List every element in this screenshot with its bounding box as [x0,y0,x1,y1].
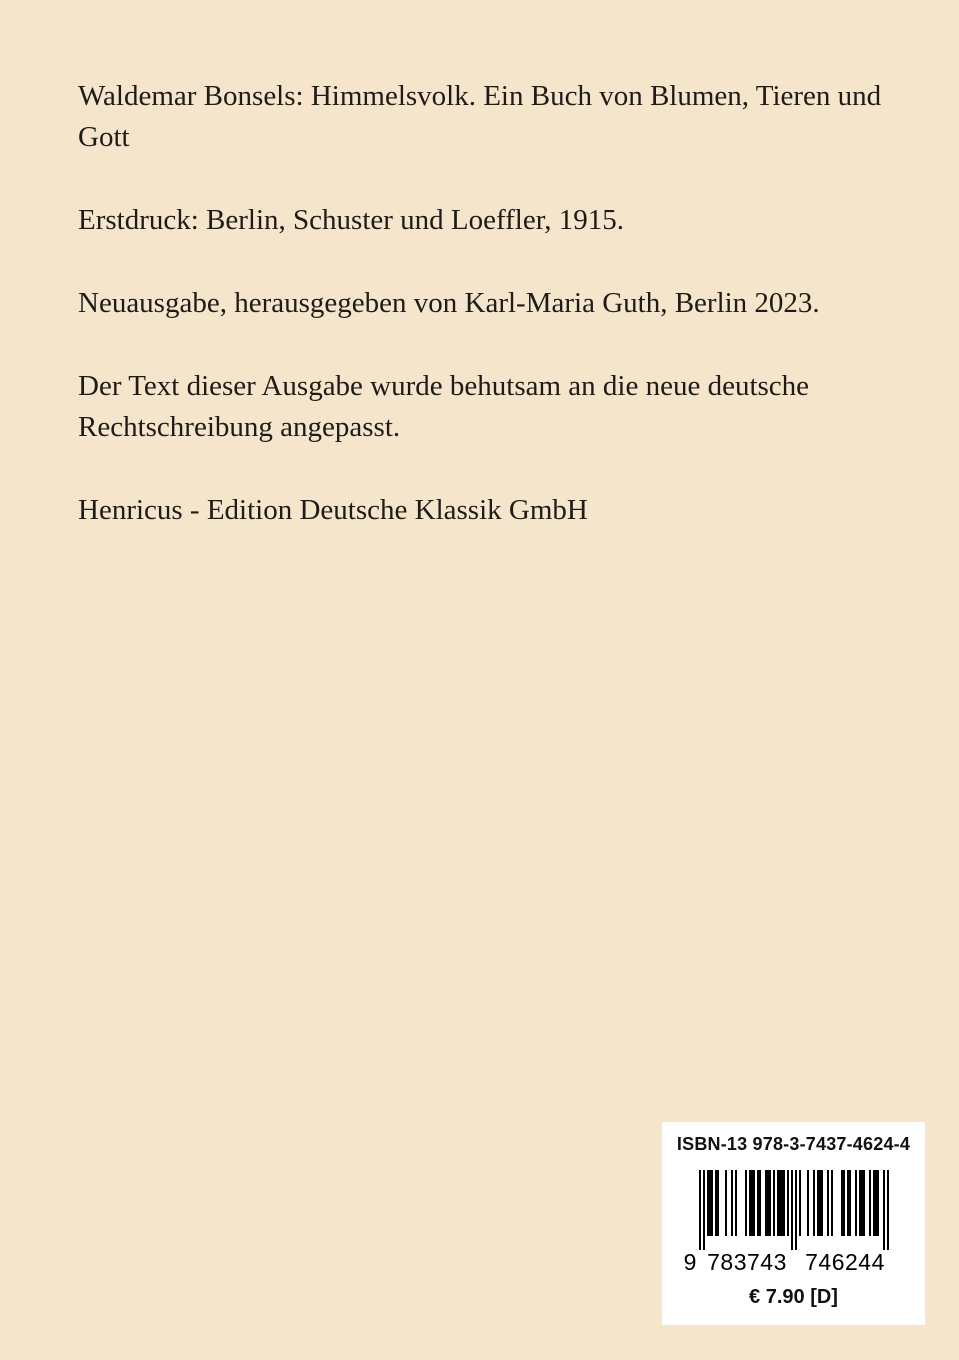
barcode-bar [765,1170,767,1236]
barcode-bar [731,1170,733,1236]
barcode-bar [843,1170,845,1236]
barcode-bar [813,1170,815,1236]
barcode-bar [863,1170,865,1236]
barcode-bar [711,1170,713,1236]
barcode-bar [849,1170,851,1236]
barcode-bar [759,1170,761,1236]
barcode-bar [745,1170,747,1236]
barcode-bar [795,1170,797,1250]
barcode-bar [887,1170,889,1250]
new-edition-line: Neuausgabe, herausgegeben von Karl-Maria Guth, Berlin 2023. [78,287,820,319]
barcode-bar [819,1170,821,1236]
barcode-bar [831,1170,833,1236]
barcode-bar [767,1170,769,1236]
barcode-bar [883,1170,885,1250]
barcode-bar [757,1170,759,1236]
barcode-bar [777,1170,779,1236]
barcode-bar [877,1170,879,1236]
barcode-bar [783,1170,785,1236]
barcode-bar [703,1170,705,1250]
barcode-bar [707,1170,709,1236]
barcode-bar [781,1170,783,1236]
barcode-bar [749,1170,751,1236]
barcode-bar [787,1170,789,1236]
first-edition-line: Erstdruck: Berlin, Schuster und Loeffler, 1915. [78,204,624,236]
barcode-image [662,1166,925,1278]
barcode-bar [817,1170,819,1236]
barcode-bar [861,1170,863,1236]
barcode-bar [773,1170,775,1236]
barcode-bar [735,1170,737,1236]
price-label: € 7.90 [D] [749,1286,838,1308]
barcode-bar [807,1170,809,1236]
barcode-bar [751,1170,753,1236]
barcode-bar [717,1170,719,1236]
barcode-bar [841,1170,843,1236]
barcode-first-digit: 9 [683,1249,697,1275]
barcode-bar [715,1170,717,1236]
barcode-bar [725,1170,727,1236]
publisher-line: Henricus - Edition Deutsche Klassik GmbH [78,494,588,526]
barcode-bar [827,1170,829,1236]
barcode-bar [847,1170,849,1236]
barcode-bar [699,1170,701,1250]
barcode-right-digits: 746244 [805,1249,885,1275]
barcode-bar [709,1170,711,1236]
isbn-label: ISBN-13 978-3-7437-4624-4 [676,1134,911,1154]
barcode-bar [799,1170,801,1236]
barcode-bar [779,1170,781,1236]
barcode-bar [791,1170,793,1250]
barcode-bar [769,1170,771,1236]
barcode-bar [869,1170,871,1236]
spelling-note: Der Text dieser Ausgabe wurde behutsam an die neue deutsche Rechtschreibung angepasst. [78,370,810,443]
barcode-left-digits: 783743 [707,1249,787,1275]
barcode-bar [859,1170,861,1236]
barcode-bar [821,1170,823,1236]
imprint-text [78,76,898,573]
barcode-bar [873,1170,875,1236]
title-line: Waldemar Bonsels: Himmelsvolk. Ein Buch von Blumen, Tieren und Gott [78,80,882,153]
barcode-bar [855,1170,857,1236]
barcode-bar [753,1170,755,1236]
barcode-panel [662,1122,925,1325]
barcode-bar [875,1170,877,1236]
